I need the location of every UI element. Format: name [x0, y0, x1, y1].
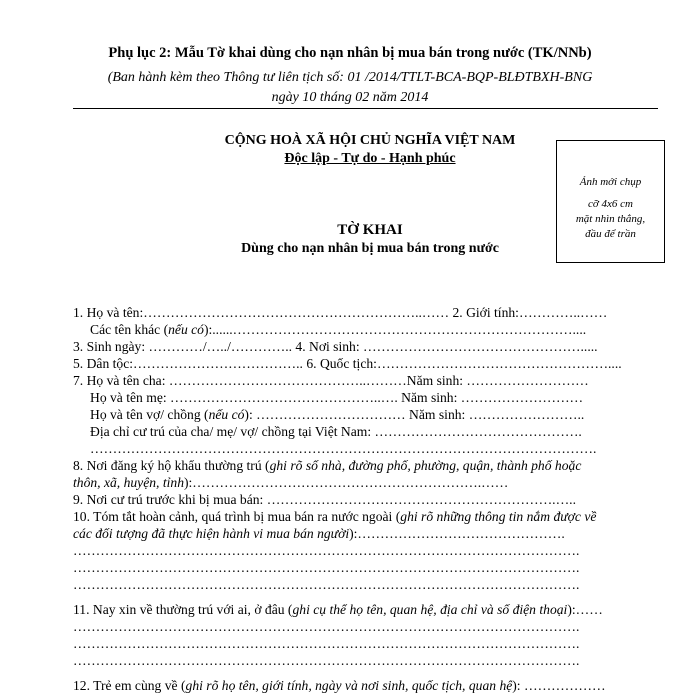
dotted-line: …………………………………………………………………………………………………. — [73, 619, 580, 634]
field-spouse: Họ và tên vợ/ chồng (nếu có): …………………………… Năm sinh: …………………….. — [90, 407, 585, 422]
field-prior-residence: 9. Nơi cư trú trước khi bị mua bán: ……………………………………………………….….. — [73, 492, 576, 507]
dotted-line: …………………………………………………………………………………………………. — [73, 560, 580, 575]
photo-line-4: đầu để trần — [585, 228, 636, 240]
nation-name: CỘNG HOÀ XÃ HỘI CHỦ NGHĨA VIỆT NAM — [224, 133, 516, 148]
field-trafficking-summary-cont: các đối tượng đã thực hiện hành vi mua bán người):………………………………………. — [73, 526, 565, 541]
document-date: ngày 10 tháng 02 năm 2014 — [271, 90, 429, 105]
field-mother: Họ và tên mẹ: ………………………………………..…. Năm sinh: ……………………… — [90, 390, 584, 405]
field-permanent-residence: 8. Nơi đăng ký hộ khẩu thường trú (ghi rõ số nhà, đường phố, phường, quận, thành phố hoặc — [73, 458, 582, 473]
dotted-line: …………………………………………………………………………………………………. — [73, 543, 580, 558]
field-trafficking-summary: 10. Tóm tắt hoàn cảnh, quá trình bị mua bán ra nước ngoài (ghi rõ những thông tin nắm được về — [73, 509, 597, 524]
form-subtitle: Dùng cho nạn nhân bị mua bán trong nước — [241, 241, 499, 256]
photo-line-2: cỡ 4x6 cm — [588, 198, 633, 210]
field-birth: 3. Sinh ngày: …………/…../………….. 4. Nơi sinh: …………………………………………..... — [73, 339, 598, 354]
field-ethnicity-nationality: 5. Dân tộc:……………………………….. 6. Quốc tịch:…………………………………………….... — [73, 356, 622, 371]
dotted-line: …………………………………………………………………………………………………. — [73, 653, 580, 668]
field-father: 7. Họ và tên cha: ……………………………………..………Năm sinh: ……………………… — [73, 373, 589, 388]
photo-line-3: mặt nhìn thẳng, — [575, 213, 646, 225]
document-title: Phụ lục 2: Mẫu Tờ khai dùng cho nạn nhân bị mua bán trong nước (TK/NNb) — [108, 45, 592, 61]
field-name-gender: 1. Họ và tên:……………………………………………………..…… 2. Giới tính:…………..…… — [73, 305, 608, 320]
field-return-residence: 11. Nay xin về thường trú với ai, ở đâu (ghi cụ thể họ tên, quan hệ, địa chỉ và số điện thoại):…… — [73, 602, 603, 617]
dotted-line: …………………………………………………………………………………………………. — [73, 636, 580, 651]
photo-line-1: Ảnh mới chụp — [579, 176, 642, 188]
header-divider — [73, 108, 658, 109]
document-subtitle: (Ban hành kèm theo Thông tư liên tịch số: 01 /2014/TTLT-BCA-BQP-BLĐTBXH-BNG — [107, 70, 593, 85]
form-title: TỜ KHAI — [337, 222, 403, 238]
field-family-address: Địa chỉ cư trú của cha/ mẹ/ vợ/ chồng tại Việt Nam: ………………………………………. — [90, 424, 582, 439]
field-permanent-residence-cont: thôn, xã, huyện, tỉnh):……………………………………………………….…… — [73, 475, 509, 490]
dotted-line: …………………………………………………………………………………………………. — [90, 441, 597, 456]
nation-motto: Độc lập - Tự do - Hạnh phúc — [284, 151, 456, 166]
dotted-line: …………………………………………………………………………………………………. — [73, 577, 580, 592]
field-accompanying-children: 12. Trẻ em cùng về (ghi rõ họ tên, giới tính, ngày và nơi sinh, quốc tịch, quan hệ): ……………… — [73, 678, 606, 693]
field-other-names: Các tên khác (nếu có):......………………………………………………………………….... — [90, 322, 587, 337]
